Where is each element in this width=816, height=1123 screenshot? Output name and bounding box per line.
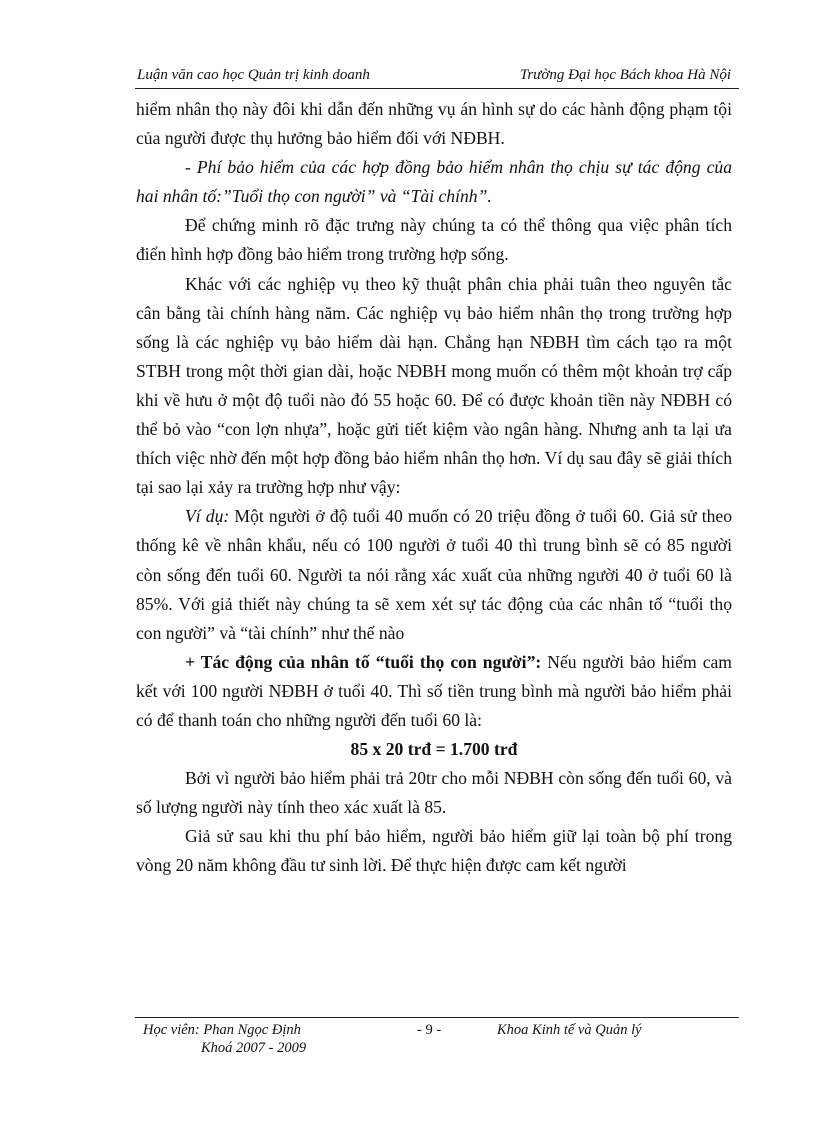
paragraph-1: hiểm nhân thọ này đôi khi dẫn đến những vụ án hình sự do các hành động phạm tội của người được thụ hưởng bảo hiểm đối với NĐBH. bbox=[136, 99, 732, 149]
formula: 85 x 20 trđ = 1.700 trđ bbox=[350, 739, 518, 760]
header-thesis-title: Luận văn cao học Quản trị kinh doanh bbox=[137, 67, 370, 83]
example-text: Một người ở độ tuổi 40 muốn có 20 triệu đồng ở tuổi 60. Giả sử theo thống kê về nhân khẩu, nếu có 100 người ở tuổi 40 thì trung bình sẽ có 85 người còn sống đến tuổi 60. Người ta nói rằng xác xuất của những người 40 ở tuổi 60 là 85%. Với giả thiết này chúng ta sẽ xem xét sự tác động của các nhân tố “tuổi thọ con người” và “tài chính” như thế nào bbox=[136, 506, 732, 643]
paragraph-4: Khác với các nghiệp vụ theo kỹ thuật phân chia phải tuân theo nguyên tắc cân bằng tài chính hàng năm. Các nghiệp vụ bảo hiểm nhân thọ trong trường hợp sống là các nghiệp vụ bảo hiểm dài hạn. Chẳng hạn NĐBH tìm cách tạo ra một STBH trong một thời gian dài, hoặc NĐBH mong muốn có thêm một khoản trợ cấp khi về hưu ở một độ tuổi nào đó 55 hoặc 60. Để có được khoản tiền này NĐBH có thể bỏ vào “con lợn nhựa”, hoặc gửi tiết kiệm vào ngân hàng. Nhưng anh ta lại ưa thích việc nhờ đến một hợp đồng bảo hiểm nhân thọ hơn. Ví dụ sau đây sẽ giải thích tại sao lại xảy ra trường hợp như vậy: bbox=[136, 273, 732, 498]
footer-course: Khoá 2007 - 2009 bbox=[201, 1040, 307, 1056]
header-university: Trường Đại học Bách khoa Hà Nội bbox=[519, 67, 731, 83]
page-body bbox=[136, 95, 732, 881]
page-footer bbox=[135, 1017, 739, 1056]
example-label: Ví dụ: bbox=[185, 506, 230, 527]
page-number: - 9 - bbox=[417, 1022, 442, 1038]
footer-student: Học viên: Phan Ngọc Định bbox=[143, 1022, 301, 1038]
paragraph-6 bbox=[136, 648, 732, 735]
factor-text: Nếu người bảo hiểm cam kết với 100 người NĐBH ở tuổi 40. Thì số tiền trung bình mà người bảo hiểm phải có để thanh toán cho những người đến tuổi 60 là: bbox=[136, 651, 732, 730]
factor-heading: + Tác động của nhân tố “tuổi thọ con người”: bbox=[185, 651, 542, 672]
page-header bbox=[135, 64, 739, 89]
footer-faculty: Khoa Kinh tế và Quản lý bbox=[497, 1022, 642, 1038]
paragraph-8: Giả sử sau khi thu phí bảo hiểm, người bảo hiểm giữ lại toàn bộ phí trong vòng 20 năm không đầu tư sinh lời. Để thực hiện được cam kết người bbox=[136, 826, 732, 876]
paragraph-3: Để chứng minh rõ đặc trưng này chúng ta có thể thông qua việc phân tích điển hình hợp đồng bảo hiểm trong trường hợp sống. bbox=[136, 215, 732, 265]
paragraph-2: - Phí bảo hiểm của các hợp đồng bảo hiểm nhân thọ chịu sự tác động của hai nhân tố:”Tuổi thọ con người” và “Tài chính”. bbox=[136, 157, 732, 207]
paragraph-7: Bởi vì người bảo hiểm phải trả 20tr cho mỗi NĐBH còn sống đến tuổi 60, và số lượng người này tính theo xác xuất là 85. bbox=[136, 768, 732, 818]
paragraph-5 bbox=[136, 502, 732, 647]
